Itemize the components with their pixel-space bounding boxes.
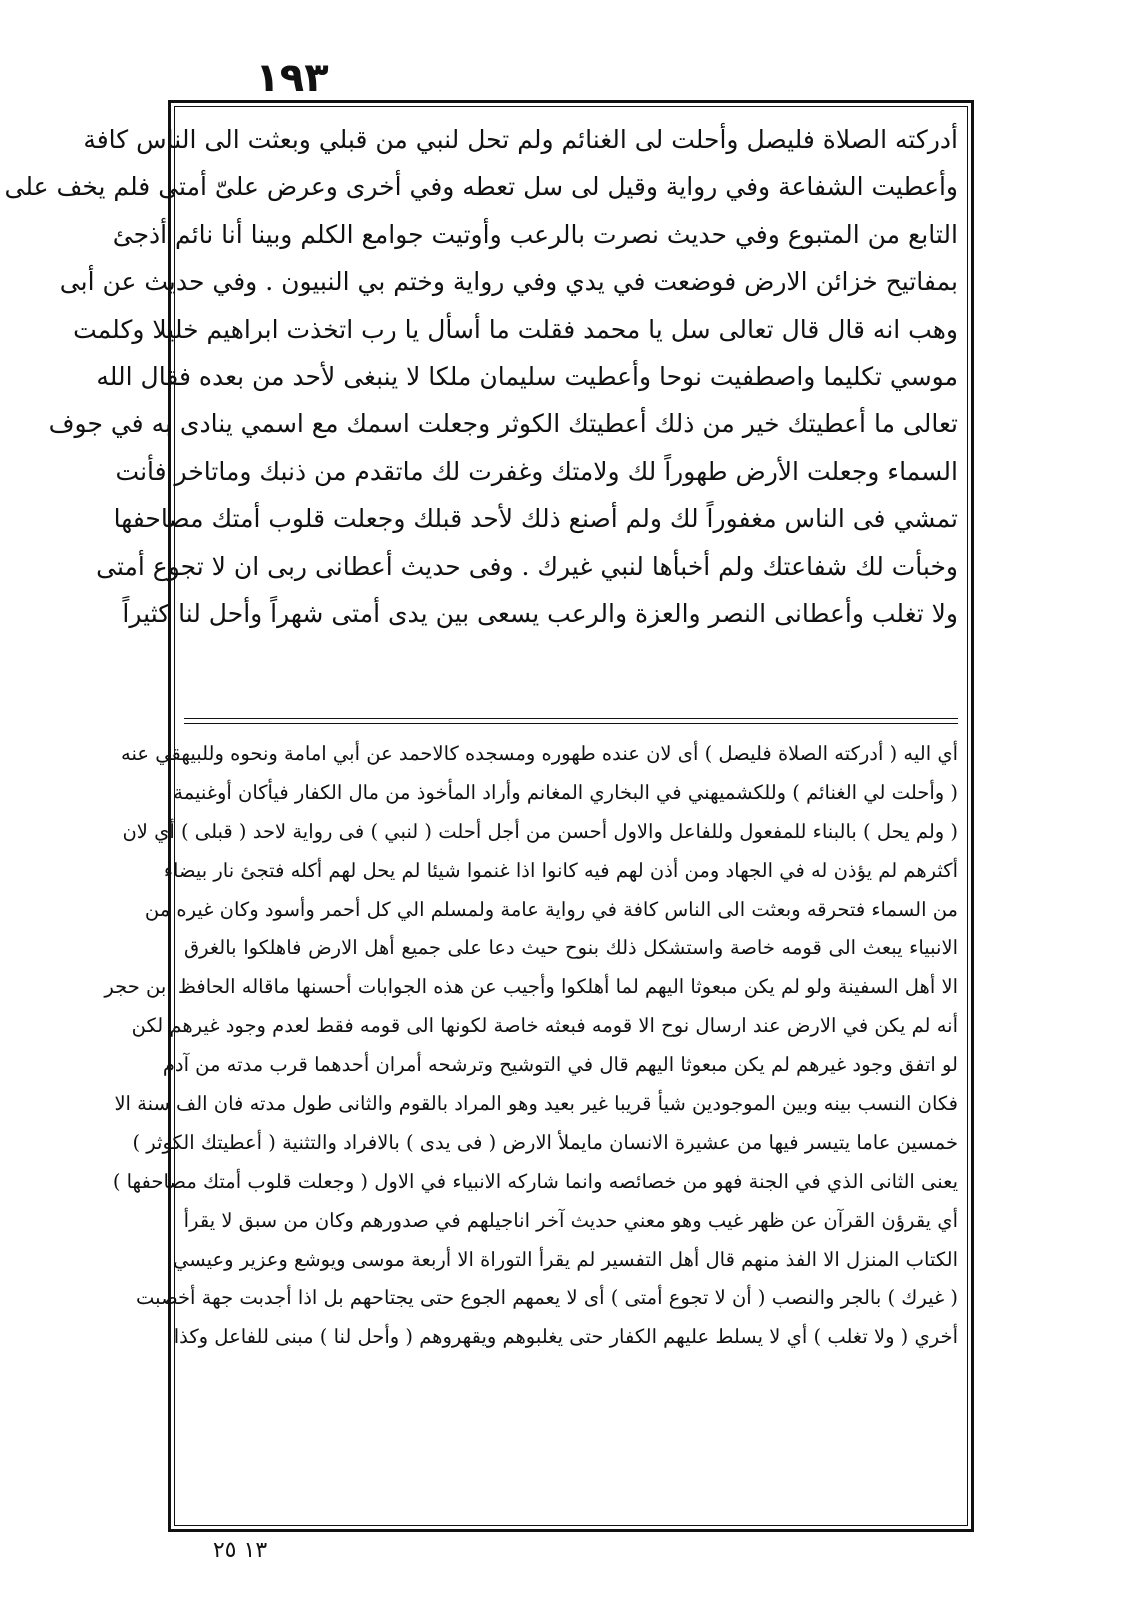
commentary-line: الا أهل السفينة ولو لم يكن مبعوثا اليهم لما أهلكوا وأجيب عن هذه الجوابات أحسنها ماقاله الحافظ ابن حجر	[104, 975, 958, 999]
commentary-block	[104, 735, 958, 1357]
commentary-line: أنه لم يكن في الارض عند ارسال نوح الا قومه فبعثه خاصة لكونها الى قومه فقط لعدم وجود غيرهم لكن	[131, 1014, 958, 1038]
main-text-line: ولا تغلب وأعطانى النصر والعزة والرعب يسعى بين يدى أمتى شهراً وأحل لنا كثيراً	[122, 598, 958, 628]
main-text-line: تمشي فى الناس مغفوراً لك ولم أصنع ذلك لأحد قبلك وجعلت قلوب أمتك مصاحفها	[113, 504, 958, 534]
commentary-line: أي يقرؤن القرآن عن ظهر غيب وهو معني حديث آخر اناجيلهم في صدورهم وكان من سبق لا يقرأ	[183, 1208, 958, 1232]
signature-mark: ١٣ ٢٥	[212, 1538, 268, 1563]
commentary-line: أكثرهم لم يؤذن له في الجهاد ومن أذن لهم فيه كانوا اذا غنموا شيئا لم يحل لهم أكله فتجئ نار بيضاء	[163, 858, 958, 882]
commentary-line: فكان النسب بينه وبين الموجودين شيأ قريبا غير بعيد وهو المراد بالقوم والثانى طول مدته فان الف سنة الا	[114, 1092, 958, 1116]
commentary-line: ( وأحلت لي الغنائم ) وللكشميهني في البخاري المغانم وأراد المأخوذ من مال الكفار فيأكان أوغنيمة	[173, 780, 958, 804]
commentary-line: من السماء فتحرقه وبعثت الى الناس كافة في رواية عامة ولمسلم الي كل أحمر وأسود وكان غيره من	[144, 897, 958, 921]
section-divider	[184, 718, 958, 719]
main-text-line: وأعطيت الشفاعة وفي رواية وقيل لى سل تعطه وفي أخرى وعرض علىّ أمتى فلم يخف على	[4, 172, 958, 202]
page-number: ١٩٣	[255, 55, 329, 101]
main-text-line: السماء وجعلت الأرض طهوراً لك ولامتك وغفرت لك ماتقدم من ذنبك وماتاخر فأنت	[115, 456, 958, 486]
commentary-line: يعنى الثانى الذي في الجنة فهو من خصائصه وانما شاركه الانبياء في الاول ( وجعلت قلوب أمتك مصاحفها )	[112, 1169, 958, 1193]
commentary-line: الكتاب المنزل الا الفذ منهم قال أهل التفسير لم يقرأ التوراة الا أربعة موسى ويوشع وعزير وعيسي	[172, 1247, 958, 1271]
commentary-line: أخري ( ولا تغلب ) أي لا يسلط عليهم الكفار حتى يغلبوهم ويقهروهم ( وأحل لنا ) مبنى للفاعل وكذا	[173, 1325, 958, 1349]
main-text-line: موسي تكليما واصطفيت نوحا وأعطيت سليمان ملكا لا ينبغى لأحد من بعده فقال الله	[96, 361, 958, 391]
main-text-block	[4, 116, 958, 637]
main-text-line: تعالى ما أعطيتك خير من ذلك أعطيتك الكوثر وجعلت اسمك مع اسمي ينادى به في جوف	[48, 409, 958, 439]
main-text-line: وهب انه قال قال تعالى سل يا محمد فقلت ما أسأل يا رب اتخذت ابراهيم خليلا وكلمت	[73, 314, 958, 344]
commentary-line: الانبياء يبعث الى قومه خاصة واستشكل ذلك بنوح حيث دعا على جميع أهل الارض فاهلكوا بالغرق	[184, 936, 958, 960]
main-text-line: التابع من المتبوع وفي حديث نصرت بالرعب وأوتيت جوامع الكلم وبينا أنا نائم أذجئ	[112, 219, 958, 249]
commentary-line: خمسين عاما يتيسر فيها من عشيرة الانسان مايملأ الارض ( فى يدى ) بالافراد والتثنية ( أعطيتك الكوثر )	[132, 1130, 958, 1154]
main-text-line: وخبأت لك شفاعتك ولم أخبأها لنبي غيرك . وفى حديث أعطانى ربى ان لا تجوع أمتى	[96, 551, 958, 581]
main-text-line: بمفاتيح خزائن الارض فوضعت في يدي وفي رواية وختم بي النبيون . وفي حديث عن أبى	[59, 267, 958, 297]
commentary-line: ( غيرك ) بالجر والنصب ( أن لا تجوع أمتى ) أى لا يعمهم الجوع حتى يجتاحهم بل اذا أجدبت جهة أخصبت	[136, 1286, 958, 1310]
commentary-line: ( ولم يحل ) بالبناء للمفعول وللفاعل والاول أحسن من أجل أحلت ( لنبي ) فى رواية لاحد ( قبلى ) أي لان	[122, 819, 958, 843]
commentary-line: أي اليه ( أدركته الصلاة فليصل ) أى لان عنده طهوره ومسجده كالاحمد عن أبي امامة ونحوه وللبيهقي عنه	[121, 742, 958, 765]
section-divider	[184, 723, 958, 724]
commentary-line: لو اتفق وجود غيرهم لم يكن مبعوثا اليهم قال في التوشيح وترشحه أمران أحدهما قرب مدته من آدم	[162, 1053, 958, 1077]
main-text-line: أدركته الصلاة فليصل وأحلت لى الغنائم ولم تحل لنبي من قبلي وبعثت الى الناس كافة	[83, 125, 958, 154]
